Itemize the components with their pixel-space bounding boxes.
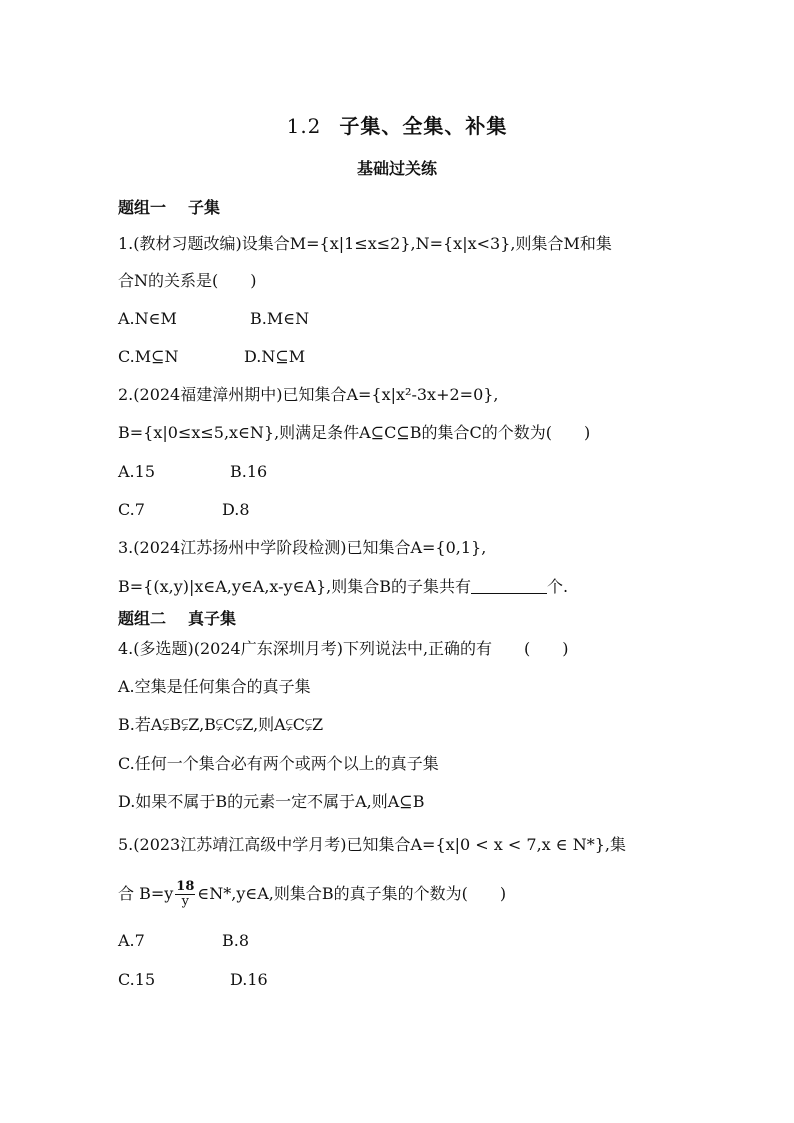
- option-d: D.8: [222, 500, 250, 519]
- question-1-options-row-1: [118, 308, 310, 330]
- question-5-text-2: ∈N*,y∈A,则集合B的真子集的个数为( ): [197, 884, 507, 903]
- question-4-option-b: B.若A⫋B⫋Z,B⫋C⫋Z,则A⫋C⫋Z: [118, 715, 324, 734]
- option-b: B.16: [230, 462, 268, 481]
- question-5-options-row-2: [118, 969, 268, 991]
- option-a: A.N∈M: [118, 309, 177, 328]
- question-2-options-row-1: [118, 461, 268, 483]
- option-b: B.M∈N: [250, 309, 310, 328]
- question-5-options-row-1: [118, 930, 250, 952]
- option-c: C.15: [118, 970, 156, 989]
- question-1-line-2: 合N的关系是( ): [118, 271, 257, 290]
- question-5-line-1: [118, 834, 626, 856]
- fraction-numerator: 18: [176, 879, 195, 894]
- page-subtitle: 基础过关练: [356, 159, 437, 178]
- group-heading-2: [118, 606, 236, 629]
- fraction-denominator: y: [181, 894, 190, 909]
- question-3-text: B={(x,y)|x∈A,y∈A,x-y∈A},则集合B的子集共有: [118, 577, 472, 596]
- group-name: 子集: [188, 198, 221, 217]
- question-3-unit: 个.: [547, 577, 569, 596]
- question-1-line-1: 1.(教材习题改编)设集合M={x|1≤x≤2},N={x|x<3},则集合M和集: [118, 234, 612, 253]
- option-c: C.M⊆N: [118, 347, 179, 366]
- page-title: [0, 110, 794, 139]
- question-4-option-d: D.如果不属于B的元素一定不属于A,则A⊆B: [118, 792, 425, 811]
- option-d: D.16: [230, 970, 268, 989]
- group-heading-1: [118, 195, 220, 218]
- option-a: A.7: [118, 931, 145, 950]
- question-3-line-1: 3.(2024江苏扬州中学阶段检测)已知集合A={0,1},: [118, 538, 487, 557]
- fraction: [175, 880, 195, 909]
- question-2-options-row-2: [118, 499, 250, 521]
- group-label: 题组一: [118, 198, 167, 217]
- option-a: A.15: [118, 462, 155, 481]
- question-2-line-1: 2.(2024福建漳州期中)已知集合A={x|x²-3x+2=0},: [118, 385, 499, 404]
- question-5-text-end: ,集: [604, 835, 626, 854]
- question-4-option-c: C.任何一个集合必有两个或两个以上的真子集: [118, 754, 439, 773]
- answer-blank: [471, 577, 547, 594]
- option-b: B.8: [222, 931, 250, 950]
- section-number: 1.2: [286, 114, 322, 138]
- question-5-line-2: [118, 880, 506, 909]
- question-3-line-2: [118, 576, 568, 598]
- question-5-text: 5.(2023江苏靖江高级中学月考)已知集合A=: [118, 835, 436, 854]
- section-title: 子集、全集、补集: [339, 114, 508, 138]
- question-2-line-2: B={x|0≤x≤5,x∈N},则满足条件A⊆C⊆B的集合C的个数为( ): [118, 423, 591, 442]
- group-label: 题组二: [118, 609, 167, 628]
- option-c: C.7: [118, 500, 145, 519]
- question-1-options-row-2: [118, 346, 306, 368]
- question-4-option-a: A.空集是任何集合的真子集: [118, 677, 311, 696]
- group-name: 真子集: [188, 609, 237, 628]
- option-d: D.N⊆M: [244, 347, 306, 366]
- set-expression: {x|0 < x < 7,x ∈ N*}: [435, 835, 605, 854]
- question-4-line-1: 4.(多选题)(2024广东深圳月考)下列说法中,正确的有 ( ): [118, 639, 569, 658]
- question-5-set-b: 合 B=y: [118, 884, 174, 903]
